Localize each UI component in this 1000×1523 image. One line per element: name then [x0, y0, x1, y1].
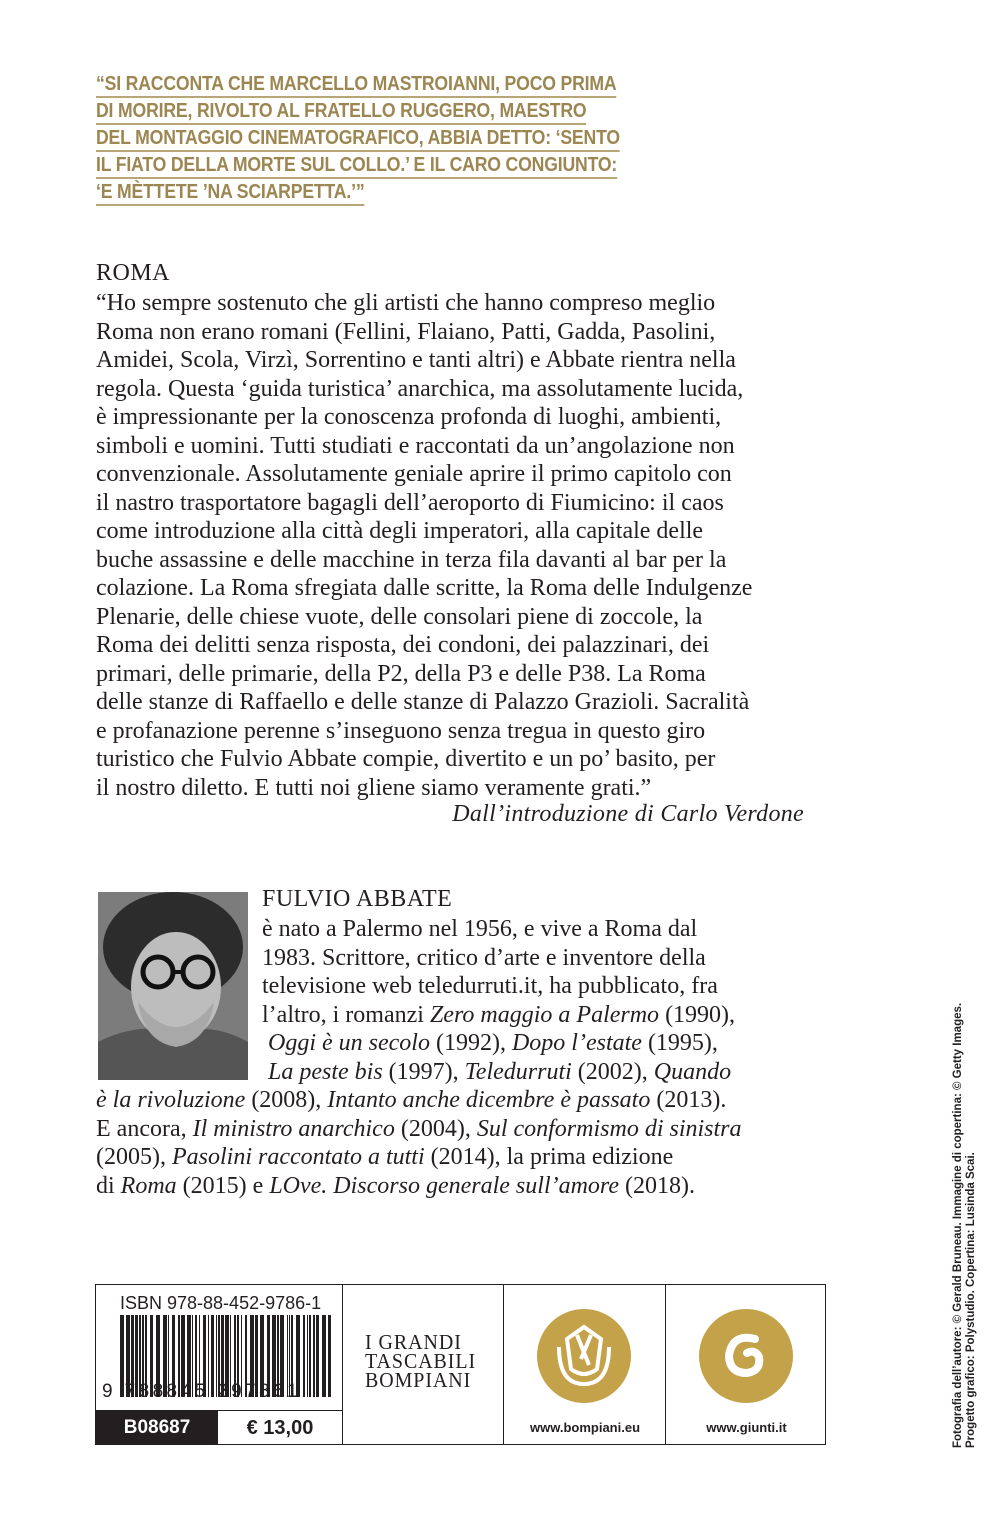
quote-line: “SI RACCONTA CHE MARCELLO MASTROIANNI, POCO PRIMA	[96, 72, 616, 98]
bio-line	[96, 915, 742, 944]
bio-text: 1983. Scrittore, critico d’arte e inventore della	[262, 944, 706, 971]
work-title: Dopo l’estate	[511, 1030, 642, 1056]
barcode-cell	[96, 1285, 342, 1444]
barcode-bar	[303, 1315, 305, 1397]
barcode-bar	[322, 1315, 326, 1397]
quote-line: ‘E MÈTTETE ’NA SCIARPETTA.’”	[96, 180, 364, 206]
blurb-line: come introduzione alla città degli imperatori, alla capitale delle	[96, 518, 704, 544]
bio-line	[96, 1143, 742, 1172]
work-title: Roma	[120, 1172, 177, 1199]
giunti-url[interactable]: www.giunti.it	[706, 1420, 787, 1435]
barcode-bar	[328, 1315, 331, 1397]
blurb-line: delle stanze di Raffaello e delle stanze di Palazzo Grazioli. Sacralità	[96, 689, 750, 715]
bio-text: di	[96, 1172, 121, 1199]
bio-line	[96, 1029, 742, 1058]
price: € 13,00	[218, 1410, 342, 1446]
blurb-line: Amidei, Scola, Virzì, Sorrentino e tanti altri) e Abbate rientra nella	[96, 347, 736, 373]
author-bio	[96, 915, 742, 1200]
bio-line	[96, 1001, 742, 1030]
barcode-bar	[309, 1315, 311, 1397]
blurb-line: convenzionale. Assolutamente geniale aprire il primo capitolo con	[96, 461, 732, 487]
pull-quote	[96, 72, 784, 207]
work-title: Il ministro anarchico	[192, 1115, 395, 1142]
bompiani-cell	[503, 1285, 666, 1444]
blurb-line: “Ho sempre sostenuto che gli artisti che hanno compreso meglio	[96, 290, 716, 316]
blurb-line: è impressionante per la conoscenza profonda di luoghi, ambienti,	[96, 404, 722, 430]
work-title: Teledurruti	[464, 1058, 572, 1085]
quote-line: DI MORIRE, RIVOLTO AL FRATELLO RUGGERO, MAESTRO	[96, 99, 586, 125]
bio-line	[96, 944, 742, 973]
blurb-line: Plenarie, delle chiese vuote, delle consolari piene di zoccole, la	[96, 603, 703, 630]
blurb-line: Roma non erano romani (Fellini, Flaiano, Patti, Gadda, Pasolini,	[96, 318, 716, 345]
author-name: FULVIO ABBATE	[262, 886, 453, 912]
work-title: Quando	[653, 1058, 732, 1085]
bio-text: (1995),	[641, 1030, 718, 1056]
work-title: Zero maggio a Palermo	[429, 1001, 660, 1028]
work-title: La peste bis	[268, 1058, 383, 1085]
bio-text: (1997),	[382, 1058, 465, 1085]
bio-line	[96, 972, 742, 1001]
bio-text: (1992),	[429, 1030, 512, 1056]
barcode-digits: 9 788845 297861	[102, 1381, 301, 1402]
bio-line	[96, 1058, 742, 1087]
barcode-bar	[313, 1315, 315, 1397]
bio-line	[96, 1086, 742, 1115]
bompiani-url[interactable]: www.bompiani.eu	[529, 1420, 641, 1435]
bio-text: (2018).	[619, 1172, 696, 1199]
series-name: I GRANDI TASCABILI BOMPIANI	[365, 1330, 477, 1392]
barcode-bar	[316, 1315, 319, 1397]
bio-text: l’altro, i romanzi	[262, 1001, 430, 1028]
attribution: Dall’introduzione di Carlo Verdone	[452, 801, 804, 827]
work-title: è la rivoluzione	[96, 1087, 246, 1113]
bio-text: è nato a Palermo nel 1956, e vive a Roma dal	[262, 916, 698, 942]
blurb-line: simboli e uomini. Tutti studiati e raccontati da un’angolazione non	[96, 432, 735, 459]
bio-text: (2013).	[650, 1087, 727, 1113]
work-title: Sul conformismo di sinistra	[476, 1115, 742, 1142]
bio-text: E ancora,	[96, 1115, 193, 1142]
bio-text: (1990),	[659, 1001, 736, 1028]
bio-text: (2004),	[394, 1115, 477, 1142]
blurb-line: e profanazione perenne s’inseguono senza tregua in questo giro	[96, 717, 706, 744]
book-title: ROMA	[96, 260, 171, 286]
blurb-line: buche assassine e delle macchine in terza fila davanti al bar per la	[96, 546, 727, 573]
bio-line	[96, 1172, 742, 1201]
blurb-line: regola. Questa ‘guida turistica’ anarchica, ma assolutamente lucida,	[96, 375, 744, 402]
blurb-line: turistico che Fulvio Abbate compie, divertito e un po’ basito, per	[96, 746, 716, 772]
work-title: Pasolini raccontato a tutti	[171, 1144, 425, 1170]
product-code: B08687	[96, 1410, 218, 1445]
bio-text: (2002),	[571, 1058, 654, 1085]
bompiani-flower-logo-icon	[537, 1309, 631, 1403]
isbn-label: ISBN 978-88-452-9786-1	[120, 1293, 322, 1313]
blurb-line: colazione. La Roma sfregiata dalle scritte, la Roma delle Indulgenze	[96, 575, 753, 601]
bio-text: (2014), la prima edizione	[424, 1144, 674, 1170]
blurb	[96, 289, 816, 802]
blurb-line: il nastro trasportatore bagagli dell’aeroporto di Fiumicino: il caos	[96, 489, 724, 516]
barcode-bar	[307, 1315, 308, 1397]
bio-line	[96, 1115, 742, 1144]
work-title: LOve. Discorso generale sull’amore	[269, 1172, 620, 1199]
blurb-line: Roma dei delitti senza risposta, dei condoni, dei palazzinari, dei	[96, 632, 710, 658]
giunti-spiral-logo-icon	[699, 1309, 793, 1403]
series-cell	[342, 1285, 504, 1444]
giunti-cell	[665, 1285, 827, 1444]
bio-text: (2008),	[245, 1087, 328, 1113]
quote-line: IL FIATO DELLA MORTE SUL COLLO.’ E IL CARO CONGIUNTO:	[96, 153, 617, 179]
work-title: Oggi è un secolo	[268, 1030, 430, 1056]
credits: Fotografia dell’autore: © Gerald Bruneau. Immagine di copertina: © Getty Images. Progetto grafico: Polystudio. Copertina: Lusinda Scai.	[952, 1002, 977, 1448]
quote-line: DEL MONTAGGIO CINEMATOGRAFICO, ABBIA DETTO: ‘SENTO	[96, 126, 620, 152]
work-title: Intanto anche dicembre è passato	[327, 1087, 651, 1113]
bio-text: (2005),	[96, 1144, 172, 1170]
bio-text: televisione web teledurruti.it, ha pubblicato, fra	[262, 973, 718, 999]
bio-text: (2015) e	[176, 1172, 270, 1199]
barcode-panel	[95, 1284, 826, 1445]
blurb-line: il nostro diletto. E tutti noi gliene siamo veramente grati.”	[96, 774, 652, 801]
blurb-line: primari, delle primarie, della P2, della P3 e delle P38. La Roma	[96, 660, 706, 687]
